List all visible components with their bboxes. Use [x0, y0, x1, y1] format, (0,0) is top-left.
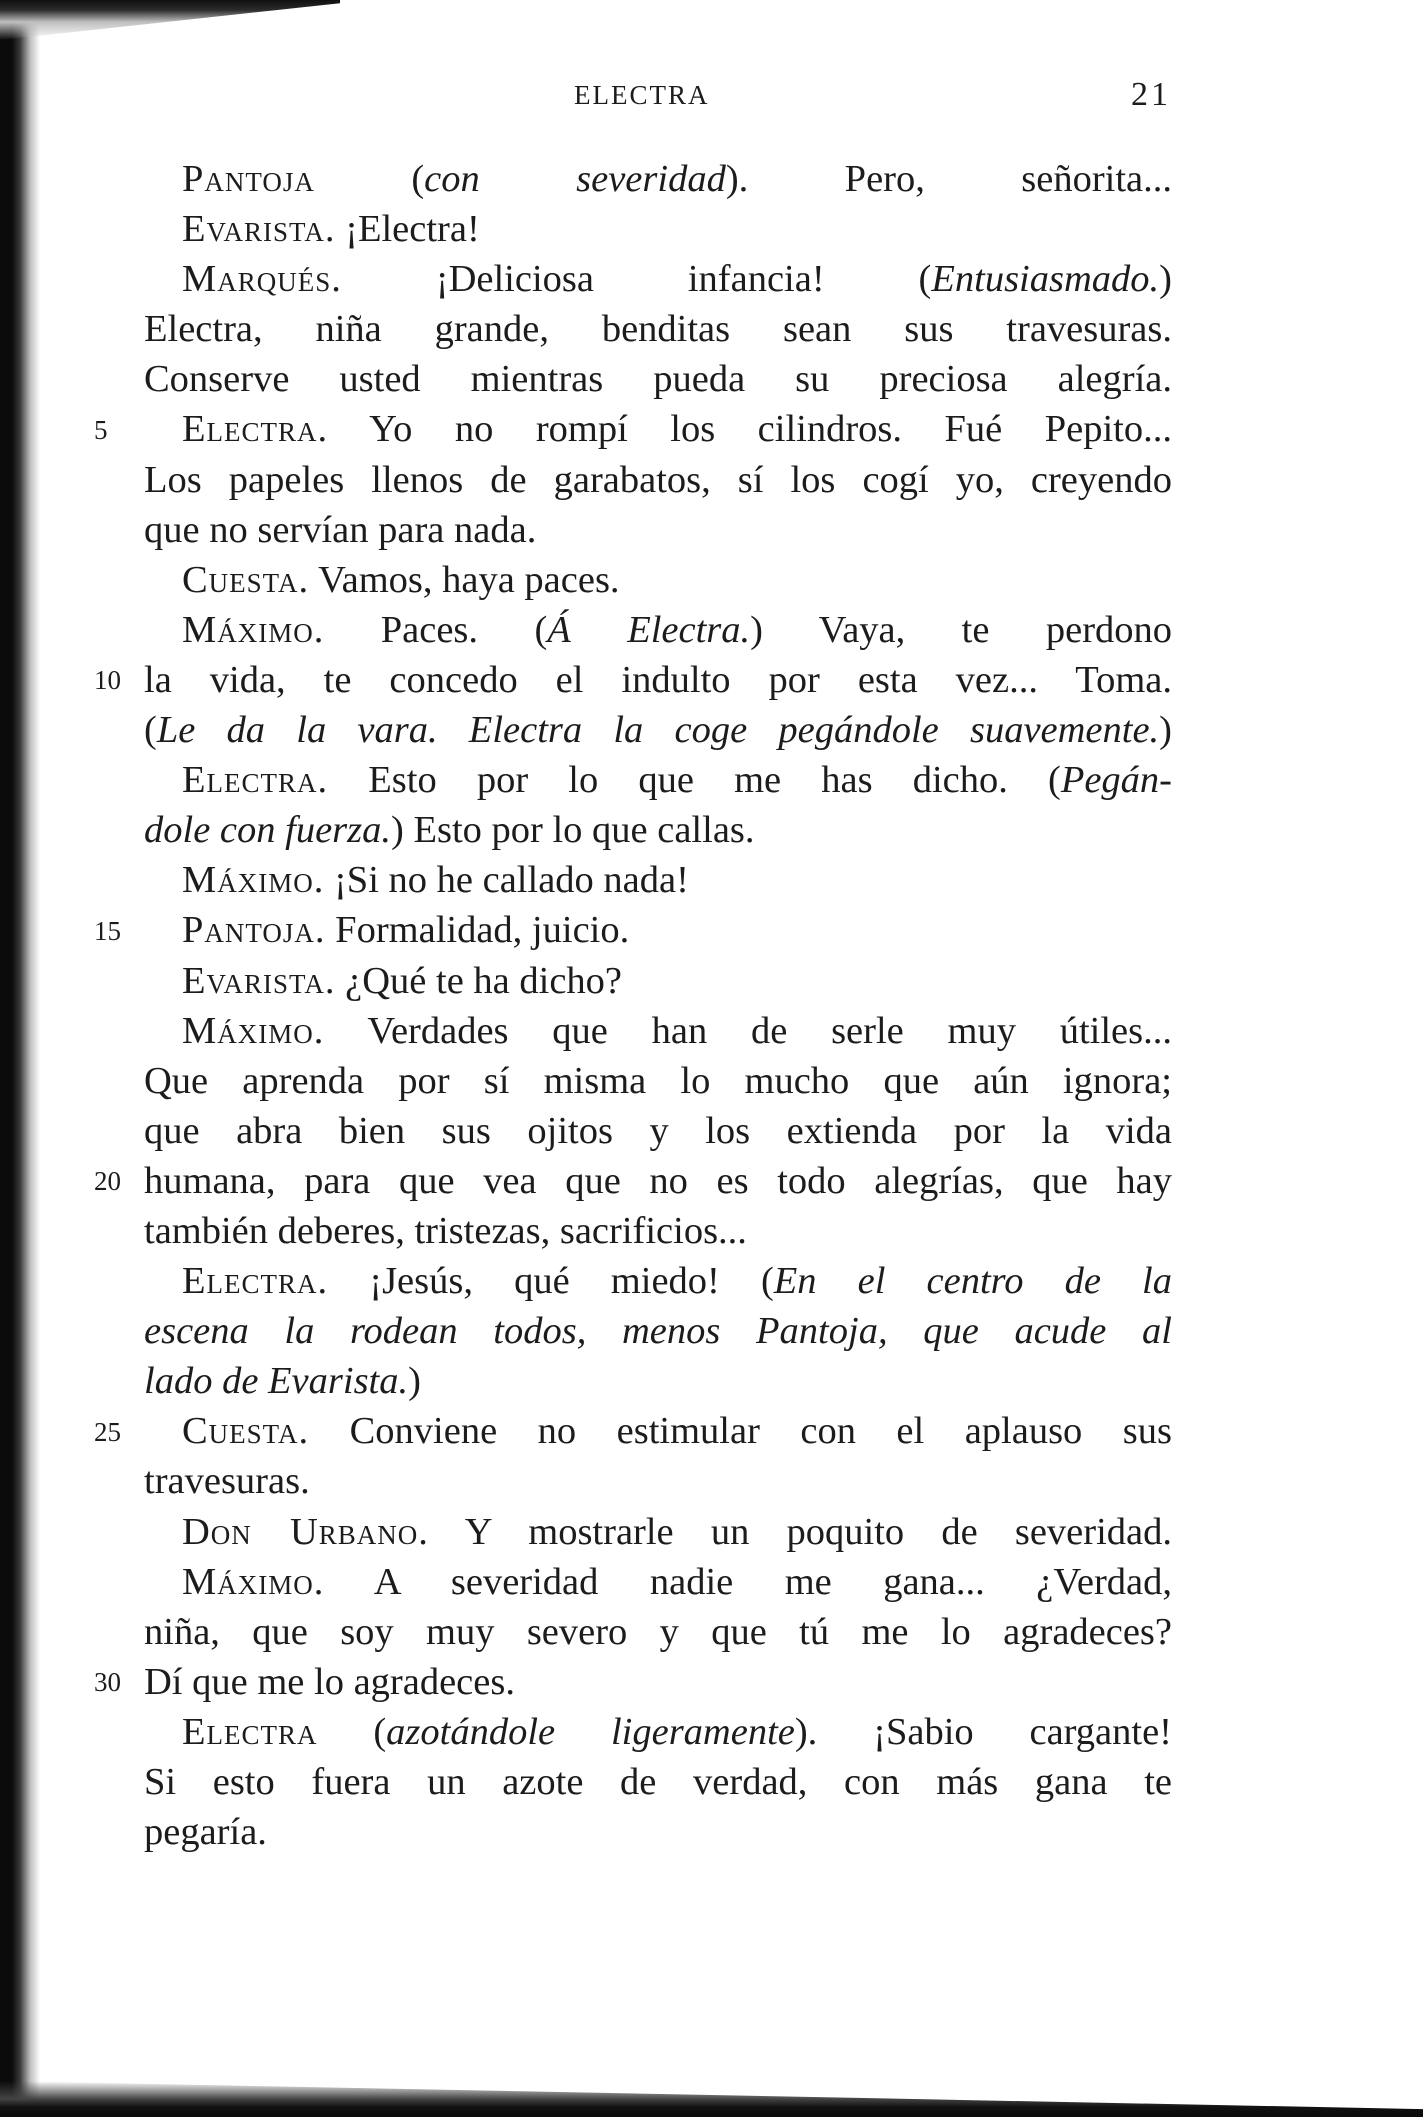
text-line [144, 1156, 1172, 1206]
line-text: Y mostrarle un poquito de severidad. [428, 1510, 1172, 1553]
line-text: Dí que me lo agradeces. [144, 1660, 515, 1703]
line-text: Conserve usted mientras pueda su preciosa alegría. [144, 358, 1172, 401]
text-line [144, 1056, 1172, 1106]
text-line [144, 1707, 1172, 1757]
text-line [144, 1106, 1172, 1156]
line-text: Paces. ( [324, 608, 548, 651]
stage-direction: con severidad [424, 158, 726, 200]
line-text: ) Vaya, te perdono [750, 608, 1173, 651]
speaker-name: Máximo. [182, 1009, 325, 1052]
line-text: ¡Si no he callado nada! [324, 859, 689, 902]
text-line [144, 1006, 1172, 1056]
line-text: ( [317, 1710, 387, 1753]
text-line [144, 505, 1172, 555]
text-line [144, 1356, 1172, 1406]
speaker-name: Evarista. [182, 208, 336, 251]
text-line [144, 956, 1172, 1006]
text-line [144, 1256, 1172, 1306]
text-line [144, 204, 1172, 254]
stage-direction: dole con fuerza. [144, 809, 391, 852]
speaker-name: Evarista. [182, 959, 336, 1002]
text-line [144, 1557, 1172, 1607]
play-text [144, 154, 1172, 1857]
text-line [144, 905, 1172, 955]
stage-direction: lado de Evarista. [144, 1360, 409, 1403]
line-text: Verdades que han de serle muy útiles... [324, 1009, 1172, 1052]
text-line [144, 705, 1172, 755]
line-text: ) [408, 1360, 421, 1403]
page-edge-shadow-left [0, 0, 40, 2117]
line-text: A severidad nadie me gana... ¿Verdad, [324, 1560, 1172, 1603]
text-line [144, 254, 1172, 304]
speaker-name: Cuesta. [182, 1410, 310, 1453]
line-text: Esto por lo que me has dicho. ( [328, 759, 1061, 802]
line-text: también deberes, tristezas, sacrificios... [144, 1209, 747, 1252]
line-text: ). ¡Sabio cargante! [794, 1710, 1172, 1753]
line-number: 25 [94, 1417, 121, 1447]
text-line [144, 455, 1172, 505]
text-line [144, 154, 1172, 204]
line-number: 30 [94, 1667, 121, 1697]
line-text: humana, para que vea que no es todo alegrías, que hay [144, 1159, 1172, 1202]
text-line [144, 1807, 1172, 1857]
line-text: ¡Jesús, qué miedo! ( [328, 1260, 774, 1303]
text-line [144, 755, 1172, 805]
line-number: 10 [94, 665, 121, 695]
line-text: Formalidad, juicio. [325, 909, 630, 952]
line-number: 15 [94, 916, 121, 946]
text-line [144, 1456, 1172, 1506]
text-line [144, 1757, 1172, 1807]
line-text: Si esto fuera un azote de verdad, con más gana te [144, 1761, 1172, 1803]
stage-direction: En el centro de la [773, 1260, 1172, 1303]
line-text: la vida, te concedo el indulto por esta vez... Toma. [144, 658, 1172, 701]
text-line [144, 855, 1172, 905]
line-text: que no servían para nada. [144, 508, 537, 551]
stage-direction: Le da la vara. Electra la coge pegándole suavemente. [156, 709, 1160, 752]
speaker-name: Pantoja. [182, 909, 326, 952]
text-line [144, 1406, 1172, 1456]
line-text: ) [1159, 258, 1172, 301]
text-line [144, 555, 1172, 605]
text-line [144, 1607, 1172, 1657]
line-text: travesuras. [144, 1460, 310, 1503]
speaker-name: Marqués. [182, 258, 342, 301]
line-text: ( [144, 709, 157, 752]
line-text: ¡Deliciosa infancia! ( [341, 258, 932, 301]
line-text: niña, que soy muy severo y que tú me lo agradeces? [144, 1610, 1172, 1653]
speaker-name: Electra [182, 1710, 318, 1753]
text-line [144, 304, 1172, 354]
line-text: ¿Qué te ha dicho? [335, 959, 622, 1002]
text-line [144, 404, 1172, 454]
line-text: Los papeles llenos de garabatos, sí los cogí yo, creyendo [144, 458, 1172, 501]
line-number: 20 [94, 1166, 121, 1196]
line-text: ( [314, 158, 425, 200]
line-text: Yo no rompí los cilindros. Fué Pepito... [328, 408, 1172, 451]
text-line [144, 1306, 1172, 1356]
line-text: que abra bien sus ojitos y los extienda por la vida [144, 1109, 1172, 1152]
line-text: pegaría. [144, 1811, 267, 1854]
line-text: ) Esto por lo que callas. [391, 809, 755, 852]
text-line [144, 1507, 1172, 1557]
speaker-name: Máximo. [182, 608, 325, 651]
speaker-name: Electra. [182, 1260, 329, 1303]
speaker-name: Máximo. [182, 1560, 325, 1603]
page-edge-shadow-bottom [0, 2081, 1423, 2117]
line-text: ). Pero, señorita... [725, 158, 1173, 200]
speaker-name: Máximo. [182, 859, 325, 902]
text-line [144, 1206, 1172, 1256]
text-line [144, 655, 1172, 705]
page-number: 21 [1131, 76, 1171, 113]
speaker-name: Cuesta. [182, 558, 310, 601]
text-line [144, 805, 1172, 855]
stage-direction: escena la rodean todos, menos Pantoja, que acude al [144, 1310, 1172, 1353]
line-text: ) [1159, 709, 1172, 752]
speaker-name: Don Urbano. [182, 1510, 429, 1553]
page-edge-shadow-top [0, 0, 340, 40]
text-line [144, 605, 1172, 655]
line-text: Conviene no estimular con el aplauso sus [309, 1410, 1172, 1453]
text-line [144, 1657, 1172, 1707]
stage-direction: Pegán- [1060, 759, 1172, 802]
line-text: Vamos, haya paces. [309, 558, 620, 601]
text-line [144, 354, 1172, 404]
line-number: 5 [94, 415, 108, 445]
stage-direction: azotándole ligeramente [386, 1710, 795, 1753]
running-header [0, 76, 1423, 120]
line-text: Que aprenda por sí misma lo mucho que aún ignora; [144, 1059, 1172, 1102]
running-title: ELECTRA [574, 80, 710, 110]
line-text: Electra, niña grande, benditas sean sus travesuras. [144, 308, 1172, 351]
speaker-name: Electra. [182, 759, 329, 802]
line-text: ¡Electra! [335, 208, 480, 251]
stage-direction: Á Electra. [547, 608, 751, 651]
speaker-name: Pantoja [182, 158, 315, 200]
speaker-name: Electra. [182, 408, 329, 451]
stage-direction: Entusiasmado. [931, 258, 1160, 301]
